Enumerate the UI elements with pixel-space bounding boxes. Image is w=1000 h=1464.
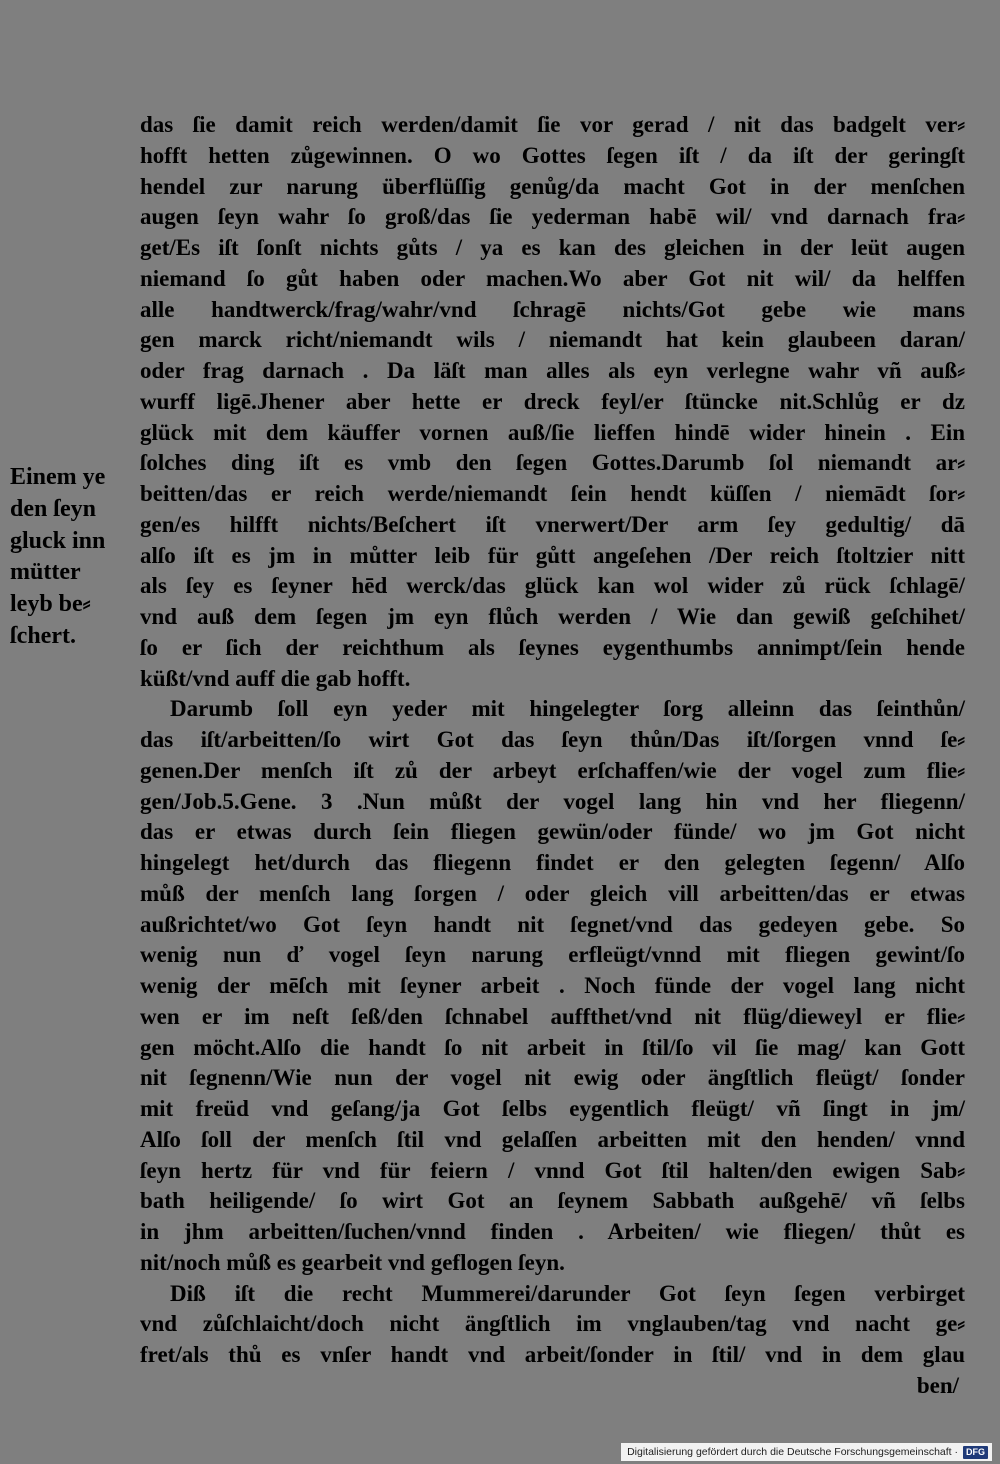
catchword-line: ben/ xyxy=(916,1372,959,1398)
margin-note-line: gluck inn xyxy=(10,527,106,554)
text-line: augen ſeyn wahr ſo groß/das ſie yederman habē wil/ vnd darnach fra⸗ xyxy=(140,204,965,230)
margin-note-line: mütter xyxy=(10,559,81,586)
text-line: oder frag darnach . Da läſt man alles als eyn verlegne wahr vñ auß⸗ xyxy=(140,358,965,383)
margin-note xyxy=(10,462,135,653)
dfg-logo: DFG xyxy=(963,1446,988,1459)
text-line: beitten/das er reich werde/niemandt ſein hendt küſſen / niemādt ſor⸗ xyxy=(140,481,965,506)
text-line: gen/es hilfft nichts/Beſchert iſt vnerwert/Der arm ſey gedultig/ dā xyxy=(140,511,965,537)
text-line: alſo iſt es jm in můtter leib für gůtt angeſehen /Der reich ſtoltzier nitt xyxy=(140,542,965,568)
credit-text: Digitalisierung gefördert durch die Deutsche Forschungsgemeinschaft · xyxy=(627,1446,958,1458)
text-line: nit/noch můß es gearbeit vnd geflogen ſeyn. xyxy=(140,1249,565,1275)
text-line: gen möcht.Alſo die handt ſo nit arbeit in ſtil/ſo vil ſie mag/ kan Gott xyxy=(140,1034,965,1060)
text-line: in jhm arbeitten/ſuchen/vnnd finden . Arbeiten/ wie fliegen/ thůt es xyxy=(140,1219,965,1244)
text-line: küßt/vnd auff die gab hofft. xyxy=(140,665,411,691)
text-line: niemand ſo gůt haben oder machen.Wo aber Got nit wil/ da helffen xyxy=(140,265,965,291)
margin-note-line: den ſeyn xyxy=(10,495,97,522)
text-line: wenig nun ď vogel ſeyn narung erfleügt/vnnd mit fliegen gewint/ſo xyxy=(140,942,965,968)
text-line: alle handtwerck/frag/wahr/vnd ſchragē nichts/Got gebe wie mans xyxy=(140,296,965,322)
text-line: außrichtet/wo Got ſeyn handt nit ſegnet/vnd das gedeyen gebe. So xyxy=(140,911,965,937)
digitization-credit xyxy=(621,1443,992,1461)
text-line: ſo er ſich der reichthum als ſeynes eygenthumbs annimpt/ſein hende xyxy=(140,634,965,660)
text-line: wenig der mēſch mit ſeyner arbeit . Noch fünde der vogel lang nicht xyxy=(140,973,965,998)
text-line: gen/Job.5.Gene. 3 .Nun můßt der vogel lang hin vnd her fliegenn/ xyxy=(140,788,965,814)
margin-note-line: Einem ye xyxy=(10,464,106,490)
paragraph-start-line: Diß iſt die recht Mummerei/darunder Got ſeyn ſegen verbirget xyxy=(170,1280,965,1306)
text-line: fret/als thů es vnſer handt vnd arbeit/ſonder in ſtil/ vnd in dem glau xyxy=(140,1342,965,1367)
text-line: wurff ligē.Jhener aber hette er dreck feyl/er ſtüncke nit.Schlůg er dz xyxy=(140,388,965,414)
text-line: als ſey es ſeyner hēd werck/das glück kan wol wider zů rück ſchlagē/ xyxy=(140,573,965,599)
text-line: das iſt/arbeitten/ſo wirt Got das ſeyn thůn/Das iſt/ſorgen vnnd ſe⸗ xyxy=(140,727,965,752)
text-line: das ſie damit reich werden/damit ſie vor gerad / nit das badgelt ver⸗ xyxy=(140,112,965,137)
text-line: hingelegt het/durch das fliegenn findet er den gelegten ſegenn/ Alſo xyxy=(140,850,965,875)
text-line: wen er im neſt ſeß/den ſchnabel auffthet/vnd nit flüg/dieweyl er flie⸗ xyxy=(140,1003,965,1029)
text-line: hendel zur narung überflüſſig genůg/da macht Got in der menſchen xyxy=(140,173,965,199)
text-line: das er etwas durch ſein fliegen gewün/oder fünde/ wo jm Got nicht xyxy=(140,819,965,845)
text-line: ſolches ding iſt es vmb den ſegen Gottes.Darumb ſol niemandt ar⸗ xyxy=(140,450,965,476)
text-line: hofft hetten zůgewinnen. O wo Gottes ſegen iſt / da iſt der geringſt xyxy=(140,142,965,168)
text-line: mit freüd vnd geſang/ja Got ſelbs eygentlich fleügt/ vñ ſingt in jm/ xyxy=(140,1096,965,1121)
text-line: nit ſegnenn/Wie nun der vogel nit ewig oder ängſtlich fleügt/ ſonder xyxy=(140,1065,965,1091)
text-line: gen marck richt/niemandt wils / niemandt hat kein glaubeen daran/ xyxy=(140,327,965,353)
body-text xyxy=(140,110,965,1402)
text-line: ſeyn hertz für vnd für feiern / vnnd Got ſtil halten/den ewigen Sab⸗ xyxy=(140,1157,965,1183)
text-line: get/Es iſt ſonſt nichts gůts / ya es kan des gleichen in der leüt augen xyxy=(140,235,965,260)
margin-note-line: leyb be⸗ xyxy=(10,591,91,618)
paragraph-start-line: Darumb ſoll eyn yeder mit hingelegter ſorg alleinn das ſeinthůn/ xyxy=(170,696,965,722)
text-line: bath heiligende/ ſo wirt Got an ſeynem Sabbath außgehē/ vñ ſelbs xyxy=(140,1188,965,1214)
text-line: můß der menſch lang ſorgen / oder gleich vill arbeitten/das er etwas xyxy=(140,880,965,906)
margin-note-line: ſchert. xyxy=(10,622,76,649)
text-line: genen.Der menſch iſt zů der arbeyt erſchaffen/wie der vogel zum flie⸗ xyxy=(140,757,965,783)
text-line: glück mit dem käuffer vornen auß/ſie lieffen hindē wider hinein . Ein xyxy=(140,419,965,445)
text-line: vnd zůſchlaicht/doch nicht ängſtlich im vnglauben/tag vnd nacht ge⸗ xyxy=(140,1311,965,1337)
text-line: vnd auß dem ſegen jm eyn flůch werden / Wie dan gewiß geſchihet/ xyxy=(140,604,965,629)
text-line: Alſo ſoll der menſch ſtil vnd gelaſſen arbeitten mit den henden/ vnnd xyxy=(140,1126,965,1152)
